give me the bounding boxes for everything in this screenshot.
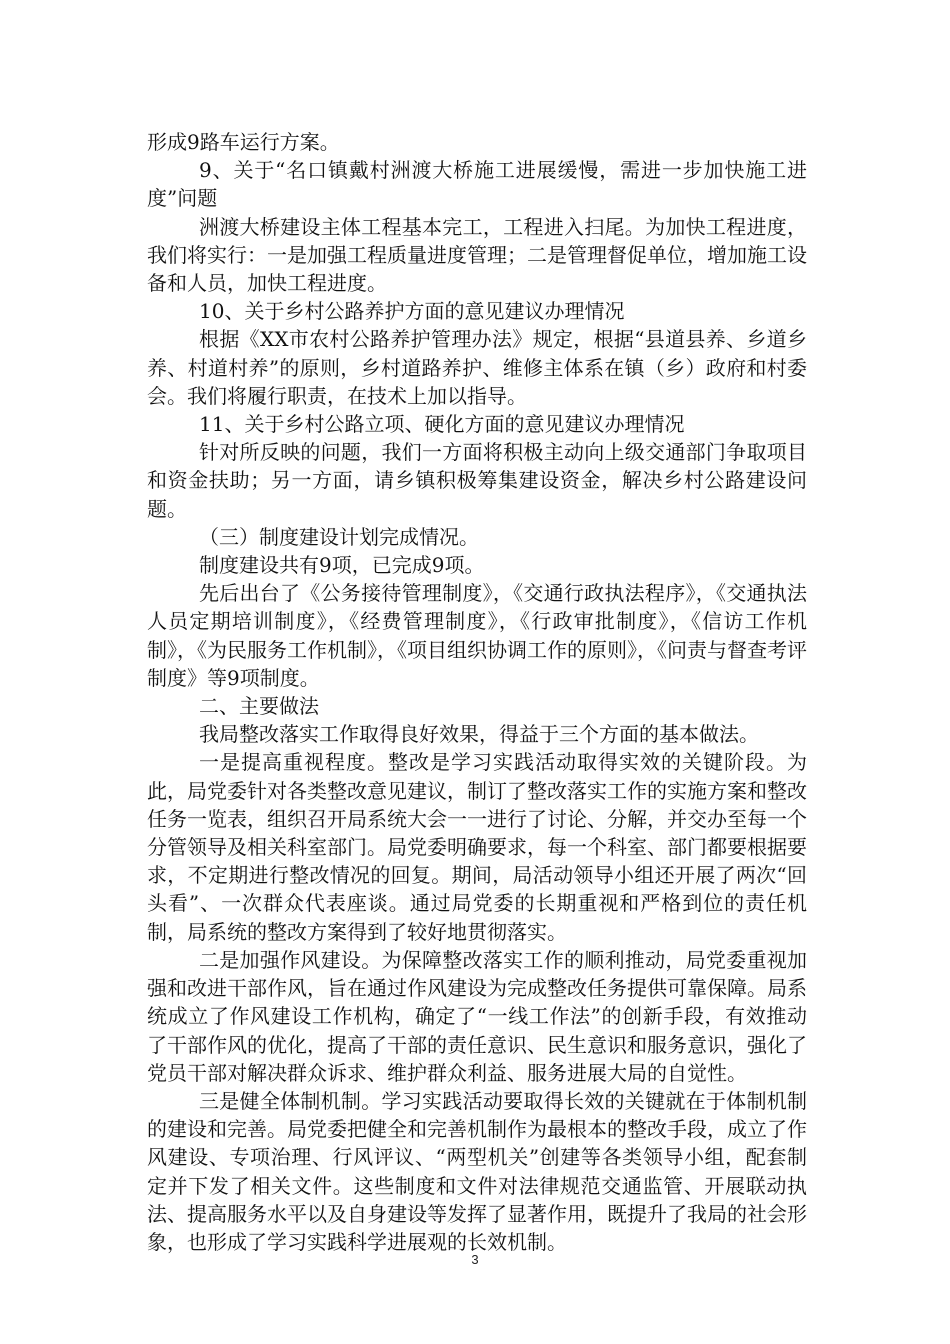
paragraph: 10、关于乡村公路养护方面的意见建议办理情况 — [199, 299, 625, 324]
section-heading: （三）制度建设计划完成情况。 — [199, 524, 479, 549]
paragraph: 我局整改落实工作取得良好效果，得益于三个方面的基本做法。 — [199, 722, 759, 747]
paragraph: 洲渡大桥建设主体工程基本完工，工程进入扫尾。为加快工程进度，我们将实行：一是加强工程质量进度管理；二是管理督促单位，增加施工设备和人员，加快工程进度。 — [147, 214, 807, 296]
paragraph: 先后出台了《公务接待管理制度》，《交通行政执法程序》，《交通执法人员定期培训制度》，《经费管理制度》，《行政审批制度》，《信访工作机制》，《为民服务工作机制》，《项目组织协调工作的原则》，《问责与督查考评制度》等9项制度。 — [147, 581, 807, 690]
paragraph: 形成9路车运行方案。 — [147, 130, 340, 154]
paragraph: 根据《XX市农村公路养护管理办法》规定，根据“县道县养、乡道乡养、村道村养”的原则，乡村道路养护、维修主体系在镇（乡）政府和村委会。我们将履行职责，在技术上加以指导。 — [147, 327, 807, 408]
document-body — [147, 128, 807, 1256]
paragraph: 9、关于“名口镇戴村洲渡大桥施工进展缓慢，需进一步加快施工进度”问题 — [147, 158, 807, 211]
paragraph: 针对所反映的问题，我们一方面将积极主动向上级交通部门争取项目和资金扶助；另一方面，请乡镇积极筹集建设资金，解决乡村公路建设问题。 — [147, 440, 807, 521]
paragraph: 二是加强作风建设。为保障整改落实工作的顺利推动，局党委重视加强和改进干部作风，旨在通过作风建设为完成整改任务提供可靠保障。局系统成立了作风建设工作机构，确定了“一线工作法”的创新手段，有效推动了干部作风的优化，提高了干部的责任意识、民生意识和服务意识，强化了党员干部对解决群众诉求、维护群众利益、服务进展大局的自觉性。 — [147, 947, 807, 1085]
paragraph: 制度建设共有9项，已完成9项。 — [199, 553, 485, 578]
page-number: 3 — [471, 1252, 479, 1267]
section-heading: 二、主要做法 — [199, 694, 319, 719]
paragraph: 一是提高重视程度。整改是学习实践活动取得实效的关键阶段。为此，局党委针对各类整改意见建议，制订了整改落实工作的实施方案和整改任务一览表，组织召开局系统大会一一进行了讨论、分解，并交办至每一个分管领导及相关科室部门。局党委明确要求，每一个科室、部门都要根据要求，不定期进行整改情况的回复。期间，局活动领导小组还开展了两次“回头看”、一次群众代表座谈。通过局党委的长期重视和严格到位的责任机制，局系统的整改方案得到了较好地贯彻落实。 — [147, 750, 807, 944]
paragraph: 11、关于乡村公路立项、硬化方面的意见建议办理情况 — [199, 412, 685, 437]
paragraph: 三是健全体制机制。学习实践活动要取得长效的关键就在于体制机制的建设和完善。局党委把健全和完善机制作为最根本的整改手段，成立了作风建设、专项治理、行风评议、“两型机关”创建等各类领导小组，配套制定并下发了相关文件。这些制度和文件对法律规范交通监管、开展联动执法、提高服务水平以及自身建设等发挥了显著作用，既提升了我局的社会形象，也形成了学习实践科学进展观的长效机制。 — [147, 1088, 807, 1254]
